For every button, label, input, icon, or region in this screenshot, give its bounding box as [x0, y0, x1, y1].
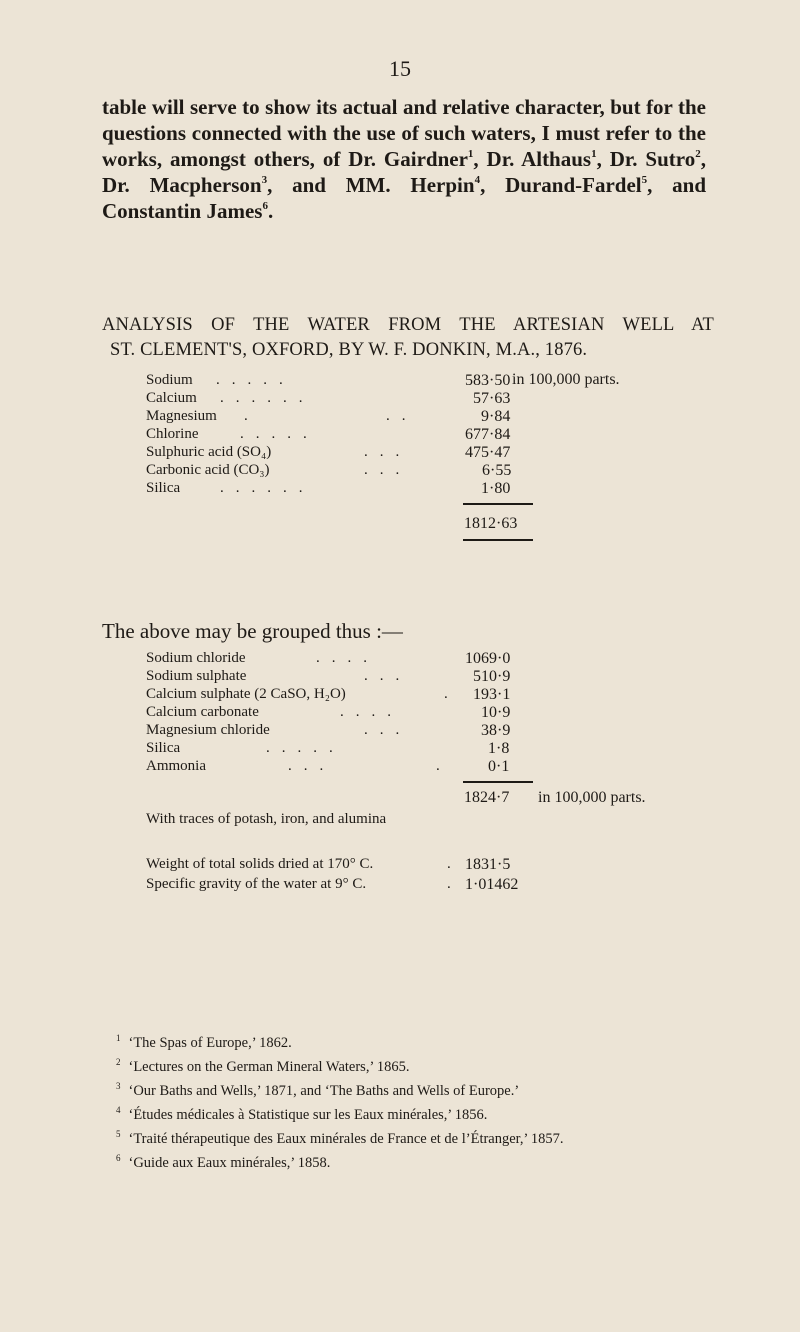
footnote-text: ‘Études médicales à Statistique sur les Eaux minérales,’ 1856.: [128, 1107, 488, 1123]
footnote: [102, 1125, 712, 1149]
leader-dots: .: [444, 686, 460, 702]
leader-dots: .: [447, 856, 454, 872]
sum-rule: [463, 781, 533, 783]
footnote-ref: 3: [261, 174, 268, 186]
leader-dots: .....: [240, 426, 319, 442]
row-label: Magnesium chloride: [146, 722, 270, 738]
row-label: Silica: [146, 480, 181, 496]
row-value: 57·63: [473, 390, 511, 407]
row-value: 1·80: [481, 480, 511, 497]
sum-rule: [463, 503, 533, 505]
footnote: [102, 1077, 712, 1101]
leader-dots: .....: [266, 740, 345, 756]
row-value: 583·50: [465, 372, 511, 389]
footnote-ref: 1: [467, 148, 474, 160]
analysis-heading-line-1: ANALYSIS OF THE WATER FROM THE ARTESIAN WELL AT: [102, 315, 714, 335]
row-value: 1·8: [488, 740, 510, 757]
grouped-total: 1824·7: [464, 789, 510, 806]
footnote-number: 3: [116, 1081, 121, 1091]
analysis-unit-note: in 100,000 parts.: [512, 371, 620, 388]
footnote-number: 4: [116, 1105, 121, 1115]
grouped-unit-note: in 100,000 parts.: [538, 789, 646, 806]
footnote-text: ‘Our Baths and Wells,’ 1871, and ‘The Baths and Wells of Europe.’: [128, 1083, 520, 1099]
footnote-number: 1: [116, 1033, 121, 1043]
footnote-number: 2: [116, 1057, 121, 1067]
footnote-number: 6: [116, 1153, 121, 1163]
footnote-ref: 2: [695, 148, 701, 160]
leader-dots: ......: [220, 390, 315, 406]
footnote-text: ‘Lectures on the German Mineral Waters,’ 1865.: [128, 1059, 410, 1075]
row-label: Calcium sulphate (2 CaSO, H₂O): [146, 686, 346, 702]
leader-dots: ...: [364, 722, 412, 738]
leader-dots: ....: [340, 704, 403, 720]
row-label: Silica: [146, 740, 181, 756]
row-label: Calcium: [146, 390, 197, 406]
row-label: Sodium: [146, 372, 193, 388]
row-label: Sulphuric acid (SO₄): [146, 444, 272, 460]
analysis-heading-line-2: ST. CLEMENT'S, OXFORD, BY W. F. DONKIN, M.A., 1876.: [110, 340, 588, 360]
intro-text: , Dr. Althaus: [473, 147, 592, 171]
footnote: [102, 1101, 712, 1125]
footnote: [102, 1029, 712, 1053]
intro-text: , Dr. Macpherson: [102, 147, 706, 197]
leader-dots: ....: [316, 650, 379, 666]
row-label: Ammonia: [146, 758, 206, 774]
leader-dots: .: [436, 758, 452, 774]
row-value: 475·47: [465, 444, 511, 461]
leader-dots: .: [244, 408, 260, 424]
total-underline: [463, 539, 533, 541]
leader-dots: .: [447, 876, 451, 892]
footnote-ref: 5: [641, 174, 648, 186]
row-value: 0·1: [488, 758, 510, 775]
traces-note: With traces of potash, iron, and alumina: [146, 811, 387, 827]
row-label: Sodium sulphate: [146, 668, 247, 684]
intro-text: , Durand-Fardel: [480, 173, 642, 197]
leader-dots: ...: [364, 444, 412, 460]
row-value: 6·55: [482, 462, 512, 479]
footnote-ref: 1: [591, 148, 597, 160]
intro-text: .: [267, 199, 274, 223]
analysis-total: 1812·63: [464, 515, 518, 532]
leader-dots: ...: [364, 462, 412, 478]
leader-dots: ......: [220, 480, 315, 496]
page-number: 15: [389, 56, 411, 81]
weight-label: Weight of total solids dried at 170° C.: [146, 856, 374, 872]
row-value: 677·84: [465, 426, 511, 443]
row-value: 38·9: [481, 722, 511, 739]
leader-dots: .....: [216, 372, 295, 388]
footnote-text: ‘Guide aux Eaux minérales,’ 1858.: [128, 1155, 331, 1171]
analysis-heading: [102, 313, 714, 363]
footnote-text: ‘The Spas of Europe,’ 1862.: [128, 1035, 292, 1051]
row-value: 1069·0: [465, 650, 511, 667]
footnote: [102, 1149, 712, 1173]
intro-text: table will serve to show its actual and relative character, but for the questions connected with the use of such waters, I must refer to the works, amongst others, of Dr. Gairdner: [102, 95, 706, 171]
footnote: [102, 1053, 712, 1077]
intro-paragraph: [102, 94, 706, 224]
row-label: Carbonic acid (CO₃): [146, 462, 270, 478]
row-value: 10·9: [481, 704, 511, 721]
gravity-value: 1·01462: [465, 876, 519, 893]
leader-dots: ...: [364, 668, 412, 684]
row-label: Magnesium: [146, 408, 217, 424]
footnote-ref: 6: [262, 200, 268, 212]
footnote-ref: 4: [474, 174, 481, 186]
intro-text: , and MM. Herpin: [267, 173, 475, 197]
row-value: 510·9: [473, 668, 511, 685]
footnotes: [102, 1029, 712, 1173]
row-value: 9·84: [481, 408, 511, 425]
row-label: Chlorine: [146, 426, 199, 442]
weight-value: 1831·5: [465, 856, 511, 873]
row-label: Sodium chloride: [146, 650, 246, 666]
leader-dots: ...: [288, 758, 336, 774]
leader-dots: ..: [386, 408, 418, 424]
intro-text: , and Constantin James: [102, 173, 706, 223]
row-value: 193·1: [473, 686, 511, 703]
grouped-heading: The above may be grouped thus :—: [102, 619, 403, 643]
intro-text: , Dr. Sutro: [596, 147, 696, 171]
footnote-number: 5: [116, 1129, 121, 1139]
row-label: Calcium carbonate: [146, 704, 259, 720]
gravity-label: Specific gravity of the water at 9° C.: [146, 876, 367, 892]
footnote-text: ‘Traité thérapeutique des Eaux minérales de France et de l’Étranger,’ 1857.: [128, 1131, 564, 1147]
